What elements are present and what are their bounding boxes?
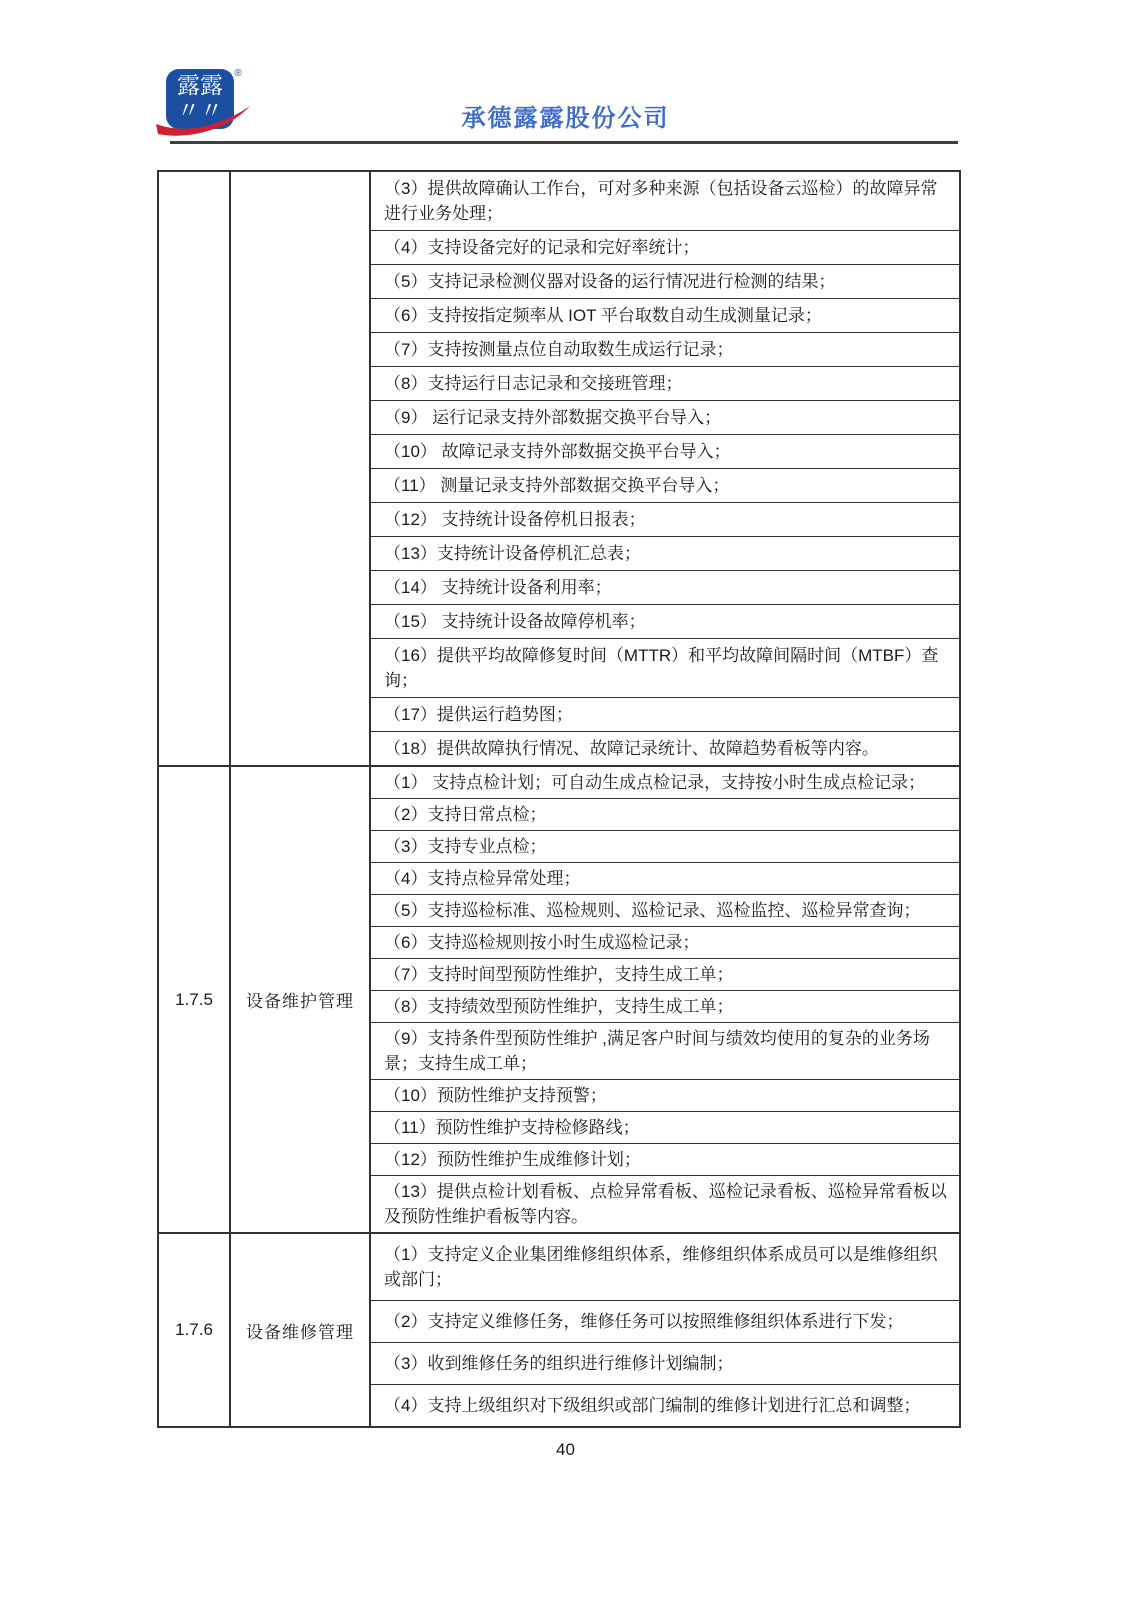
requirement-item: （13）支持统计设备停机汇总表； bbox=[371, 537, 959, 571]
requirement-item: （6）支持巡检规则按小时生成巡检记录； bbox=[371, 927, 959, 959]
requirement-item: （11）预防性维护支持检修路线； bbox=[371, 1112, 959, 1144]
requirement-item: （8）支持运行日志记录和交接班管理； bbox=[371, 367, 959, 401]
requirement-item: （3）支持专业点检； bbox=[371, 831, 959, 863]
requirement-item: （2）支持定义维修任务，维修任务可以按照维修组织体系进行下发； bbox=[371, 1301, 959, 1343]
requirement-item: （3）提供故障确认工作台，可对多种来源（包括设备云巡检）的故障异常进行业务处理； bbox=[371, 172, 959, 231]
requirement-item: （8）支持绩效型预防性维护，支持生成工单； bbox=[371, 991, 959, 1023]
logo-text-shadow: 〃〃 bbox=[177, 97, 223, 123]
page-number: 40 bbox=[556, 1440, 575, 1459]
requirement-item: （13）提供点检计划看板、点检异常看板、巡检记录看板、巡检异常看板以及预防性维护看板等内容。 bbox=[384, 1182, 947, 1226]
requirement-item: （11） 测量记录支持外部数据交换平台导入； bbox=[371, 469, 959, 503]
requirement-item: （15） 支持统计设备故障停机率； bbox=[371, 605, 959, 639]
requirement-item: （5）支持巡检标准、巡检规则、巡检记录、巡检监控、巡检异常查询； bbox=[371, 895, 959, 927]
section-id: 1.7.6 bbox=[159, 1234, 231, 1426]
requirement-item: （1）支持定义企业集团维修组织体系，维修组织体系成员可以是维修组织或部门； bbox=[371, 1234, 959, 1301]
section-name: 设备维护管理 bbox=[231, 767, 371, 1232]
requirement-item: （5）支持记录检测仪器对设备的运行情况进行检测的结果； bbox=[371, 265, 959, 299]
requirement-item: （14） 支持统计设备利用率； bbox=[371, 571, 959, 605]
spec-table bbox=[157, 170, 961, 1428]
requirement-item: （12） 支持统计设备停机日报表； bbox=[371, 503, 959, 537]
requirement-item: （16）提供平均故障修复时间（MTTR）和平均故障间隔时间（MTBF）查询； bbox=[371, 639, 959, 698]
requirement-item: （6）支持按指定频率从 IOT 平台取数自动生成测量记录； bbox=[371, 299, 959, 333]
requirement-item: （1） 支持点检计划；可自动生成点检记录，支持按小时生成点检记录； bbox=[371, 767, 959, 799]
header-divider bbox=[170, 141, 958, 144]
table-group bbox=[159, 172, 959, 765]
requirement-item: （7）支持时间型预防性维护，支持生成工单； bbox=[371, 959, 959, 991]
logo-text: 露露 bbox=[177, 72, 223, 98]
requirement-item: （7）支持按测量点位自动取数生成运行记录； bbox=[371, 333, 959, 367]
requirement-item: （10） 故障记录支持外部数据交换平台导入； bbox=[371, 435, 959, 469]
requirement-item: （17）提供运行趋势图； bbox=[371, 698, 959, 732]
requirement-item: （4）支持点检异常处理； bbox=[371, 863, 959, 895]
requirement-item: （4）支持设备完好的记录和完好率统计； bbox=[371, 231, 959, 265]
requirement-item: （18）提供故障执行情况、故障记录统计、故障趋势看板等内容。 bbox=[384, 739, 879, 758]
requirement-item: （9） 运行记录支持外部数据交换平台导入； bbox=[371, 401, 959, 435]
section-id bbox=[159, 172, 231, 765]
requirement-item: （4）支持上级组织对下级组织或部门编制的维修计划进行汇总和调整； bbox=[384, 1396, 921, 1415]
requirement-item: （2）支持日常点检； bbox=[371, 799, 959, 831]
section-id: 1.7.5 bbox=[159, 767, 231, 1232]
section-name: 设备维修管理 bbox=[231, 1234, 371, 1426]
requirement-item: （10）预防性维护支持预警； bbox=[371, 1080, 959, 1112]
table-group bbox=[159, 765, 959, 1232]
company-name: 承德露露股份公司 bbox=[461, 105, 670, 132]
registered-mark: ® bbox=[234, 68, 242, 79]
requirement-list bbox=[371, 172, 959, 765]
requirement-item: （9）支持条件型预防性维护 ,满足客户时间与绩效均使用的复杂的业务场景；支持生成工单； bbox=[371, 1023, 959, 1080]
table-group bbox=[159, 1232, 959, 1426]
requirement-item: （3）收到维修任务的组织进行维修计划编制； bbox=[371, 1343, 959, 1385]
requirement-list bbox=[371, 1234, 959, 1426]
requirement-item: （12）预防性维护生成维修计划； bbox=[371, 1144, 959, 1176]
section-name bbox=[231, 172, 371, 765]
requirement-list bbox=[371, 767, 959, 1232]
